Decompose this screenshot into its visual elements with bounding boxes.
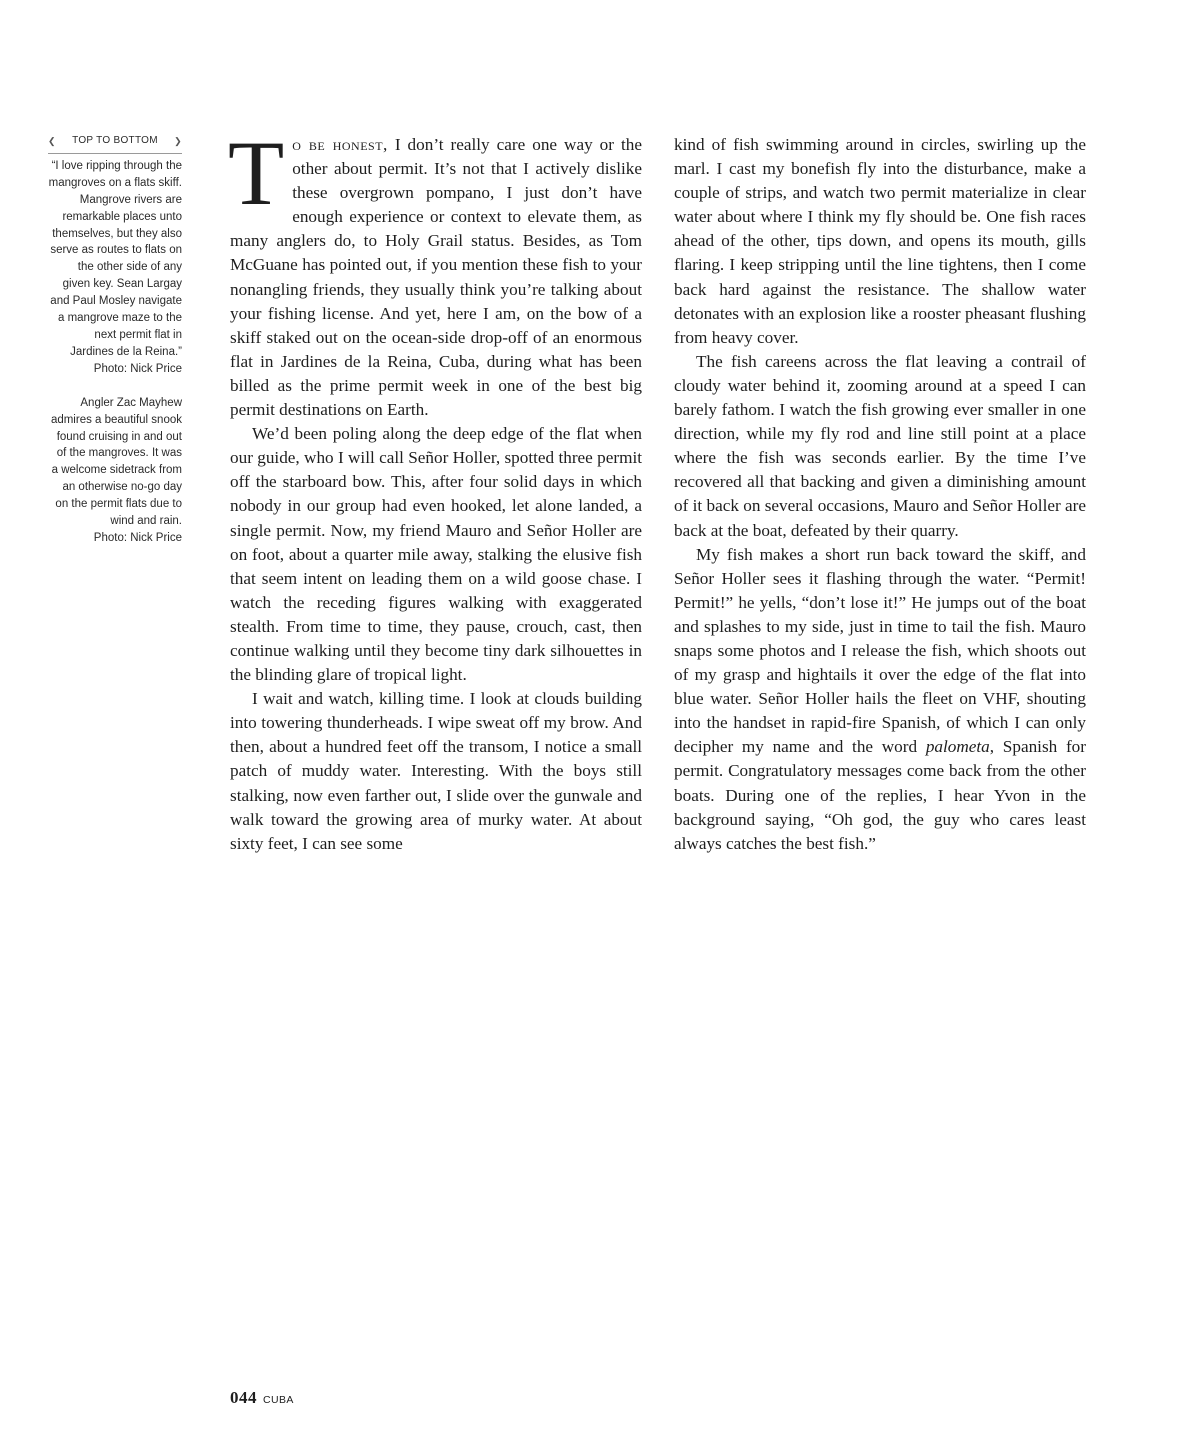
photo-captions-sidebar <box>48 133 182 547</box>
article-paragraph <box>228 122 642 422</box>
drop-cap: T <box>228 122 285 224</box>
bracket-left-icon: ❮ <box>48 136 56 146</box>
article-paragraph: I wait and watch, killing time. I look at clouds building into towering thunderheads. I wipe sweat off my brow. And then, about a hundred feet off the transom, I notice a small patch of muddy water. Interesting. With the boys still stalking, now even farther out, I slide over the gunwale and walk toward the growing area of murky water. At about sixty feet, I can see some <box>230 689 642 853</box>
caption-text: “I love ripping through the mangroves on a flats skiff. Mangrove rivers are remarkable places unto themselves, but they also serve as routes to flats on the other side of any given key. Sean Largay and Paul Mosley navigate a mangrove maze to the next permit flat in Jardines de la Reina.” <box>48 159 182 358</box>
bracket-right-icon: ❯ <box>174 136 182 146</box>
lead-in: o be honest, <box>292 135 388 154</box>
section-name: CUBA <box>263 1394 294 1406</box>
captions-header <box>48 133 182 154</box>
caption-text: Angler Zac Mayhew admires a beautiful snook found cruising in and out of the mangroves. It was a welcome sidetrack from an otherwise no-go day on the permit flats due to wind and rain. <box>50 396 182 528</box>
page-number: 044 <box>230 1388 257 1407</box>
photo-credit: Photo: Nick Price <box>93 362 182 375</box>
article-paragraph: We’d been poling along the deep edge of the flat when our guide, who I will call Señor Holler, spotted three permit off the starboard bow. This, after four solid days in which nobody in our group had even hooked, let alone landed, a single permit. Now, my friend Mauro and Señor Holler are on foot, about a quarter mile away, stalking the elusive fish that seem intent on leading them on a wild goose chase. I watch the receding figures walking with exaggerated stealth. From time to time, they pause, crouch, cast, then continue walking until they become tiny dark silhouettes in the blinding glare of tropical light. <box>230 424 642 685</box>
article-column-right <box>674 133 1086 856</box>
article-paragraph-continued: kind of fish swimming around in circles, swirling up the marl. I cast my bonefish fly into the disturbance, make a couple of strips, and watch two permit materialize in clear water about where I think my fly should be. One fish races ahead of the other, tips down, and opens its mouth, gills flaring. I keep stripping until the line tightens, then I come back hard against the resistance. The shallow water detonates with an explosion like a rooster pheasant flushing from heavy cover. <box>674 135 1086 347</box>
paragraph-text: My fish makes a short run back toward the skiff, and Señor Holler sees it flashing through the water. “Permit! Permit!” he yells, “don’t lose it!” He jumps out of the boat and splashes to my side, just in time to tail the fish. Mauro snaps some photos and I release the fish, which shoots out of my grasp and hightails it over the edge of the flat into blue water. Señor Holler hails the fleet on VHF, shouting into the handset in rapid-fire Spanish, of which I can only decipher my name and the word <box>674 544 1086 757</box>
photo-caption-top <box>48 158 182 378</box>
article-paragraph <box>674 543 1086 856</box>
paragraph-text: I don’t really care one way or the other about permit. It’s not that I actively dislike these overgrown pompano, I just don’t have enough experience or context to elevate them, as many anglers do, to Holy Grail status. Besides, as Tom McGuane has pointed out, if you mention these fish to your nonangling friends, they usually think you’re talking about your fishing license. And yet, here I am, on the bow of a skiff staked out on the ocean-side drop-off of an enormous flat in Jardines de la Reina, Cuba, during what has been billed as the prime permit week in one of the best big permit destinations on Earth. <box>230 135 642 420</box>
photo-caption-bottom <box>48 395 182 547</box>
italic-word: palometa <box>925 737 990 757</box>
photo-credit: Photo: Nick Price <box>93 531 182 544</box>
paragraph-text: , Spanish for permit. Congratulatory messages come back from the other boats. During one of the replies, I hear Yvon in the background saying, “Oh god, the guy who cares least always catches the best fish.” <box>674 737 1086 853</box>
captions-header-label: TOP TO BOTTOM <box>72 135 158 146</box>
page-footer <box>230 1388 294 1408</box>
article-paragraph: The fish careens across the flat leaving a contrail of cloudy water behind it, zooming around at a speed I can barely fathom. I watch the fish growing ever smaller in one direction, while my fly rod and line still point at a place where the fish was seconds earlier. By the time I’ve recovered all that backing and given a diminishing amount of it back on several occasions, Mauro and Señor Holler are back at the boat, defeated by their quarry. <box>674 351 1086 540</box>
article-column-left <box>228 122 642 856</box>
